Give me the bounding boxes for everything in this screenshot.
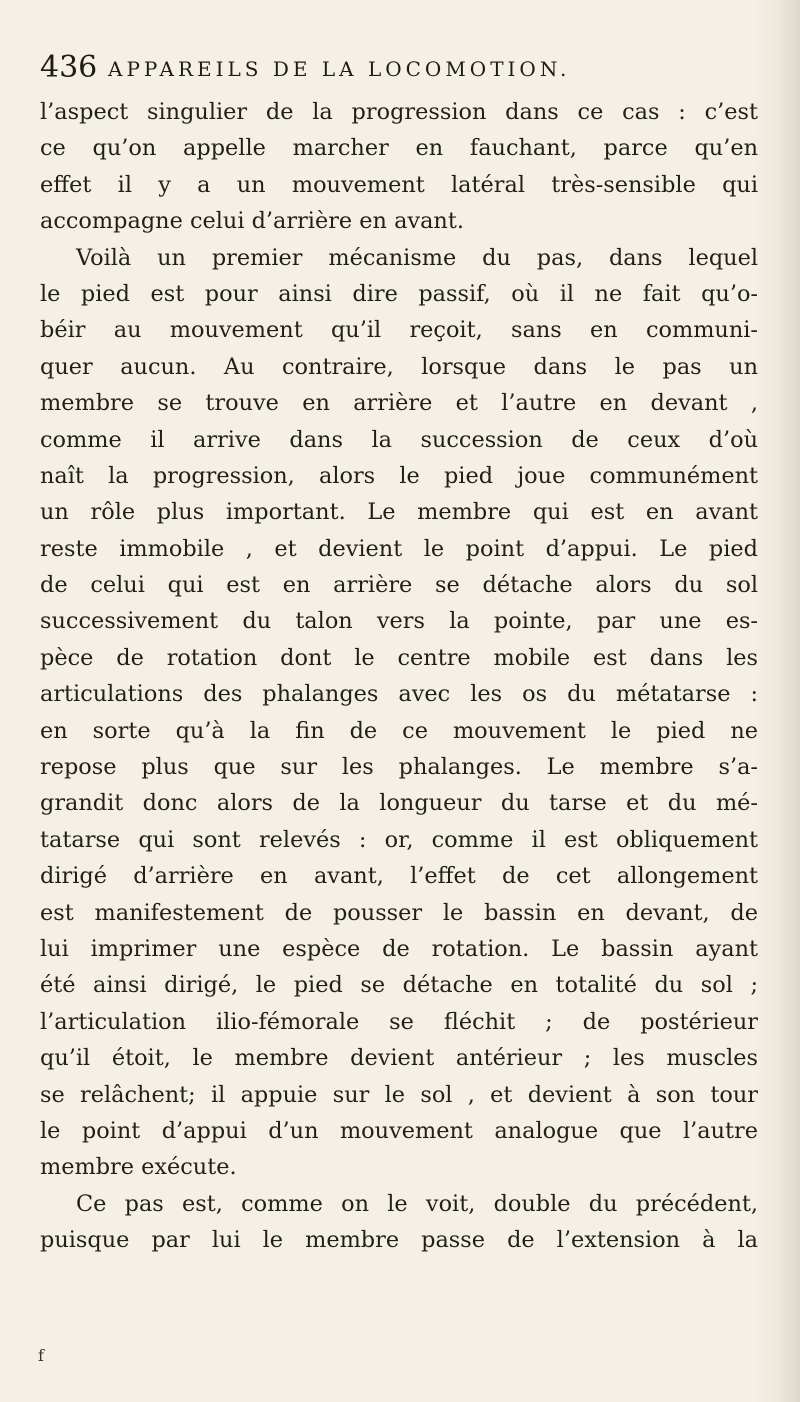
text-line: quer aucun. Au contraire, lorsque dans le pas un xyxy=(40,353,758,380)
text-line: reste immobile , et devient le point d’appui. Le pied xyxy=(40,535,758,562)
text-line: accompagne celui d’arrière en avant. xyxy=(40,208,464,235)
text-line: dirigé d’arrière en avant, l’effet de cet allongement xyxy=(40,863,758,890)
text-line: puisque par lui le membre passe de l’extension à la xyxy=(40,1227,758,1254)
page-number: 436 xyxy=(40,50,98,85)
text-line: se relâchent; il appuie sur le sol , et devient à son tour xyxy=(40,1081,758,1108)
signature-mark: f xyxy=(38,1346,44,1365)
text-line: Voilà un premier mécanisme du pas, dans lequel xyxy=(76,244,758,271)
text-line: grandit donc alors de la longueur du tarse et du mé- xyxy=(40,790,758,817)
text-line: successivement du talon vers la pointe, par une es- xyxy=(40,608,758,635)
text-line: le point d’appui d’un mouvement analogue que l’autre xyxy=(40,1117,758,1144)
text-line: est manifestement de pousser le bassin en devant, de xyxy=(40,899,758,926)
text-line: béir au mouvement qu’il reçoit, sans en communi- xyxy=(40,317,758,344)
text-line: un rôle plus important. Le membre qui est en avant xyxy=(40,499,758,526)
text-line: en sorte qu’à la fin de ce mouvement le pied ne xyxy=(40,717,758,744)
text-line: membre exécute. xyxy=(40,1154,237,1181)
text-line: lui imprimer une espèce de rotation. Le bassin ayant xyxy=(40,935,758,962)
text-line: l’aspect singulier de la progression dans ce cas : c’est xyxy=(40,99,758,125)
text-line: le pied est pour ainsi dire passif, où il ne fait qu’o- xyxy=(40,280,758,307)
text-line: repose plus que sur les phalanges. Le membre s’a- xyxy=(40,754,758,781)
text-line: Ce pas est, comme on le voit, double du précédent, xyxy=(76,1190,758,1217)
text-line: effet il y a un mouvement latéral très-sensible qui xyxy=(40,171,758,198)
page-header xyxy=(40,48,760,88)
text-line: articulations des phalanges avec les os du métatarse : xyxy=(40,681,758,708)
text-line: l’articulation ilio-fémorale se fléchit ; de postérieur xyxy=(40,1008,758,1035)
text-line: qu’il étoit, le membre devient antérieur ; les muscles xyxy=(40,1045,758,1072)
text-line: ce qu’on appelle marcher en fauchant, parce qu’en xyxy=(40,135,758,162)
text-line: tatarse qui sont relevés : or, comme il est obliquement xyxy=(40,826,758,853)
body-text xyxy=(40,94,758,1259)
text-line: été ainsi dirigé, le pied se détache en totalité du sol ; xyxy=(40,972,758,999)
text-line: pèce de rotation dont le centre mobile est dans les xyxy=(40,644,758,671)
text-line: membre se trouve en arrière et l’autre en devant , xyxy=(40,390,758,417)
running-head: APPAREILS DE LA LOCOMOTION. xyxy=(108,57,571,81)
text-line: de celui qui est en arrière se détache alors du sol xyxy=(40,572,758,599)
text-line: naît la progression, alors le pied joue communément xyxy=(40,462,758,489)
text-line: comme il arrive dans la succession de ceux d’où xyxy=(40,426,758,453)
